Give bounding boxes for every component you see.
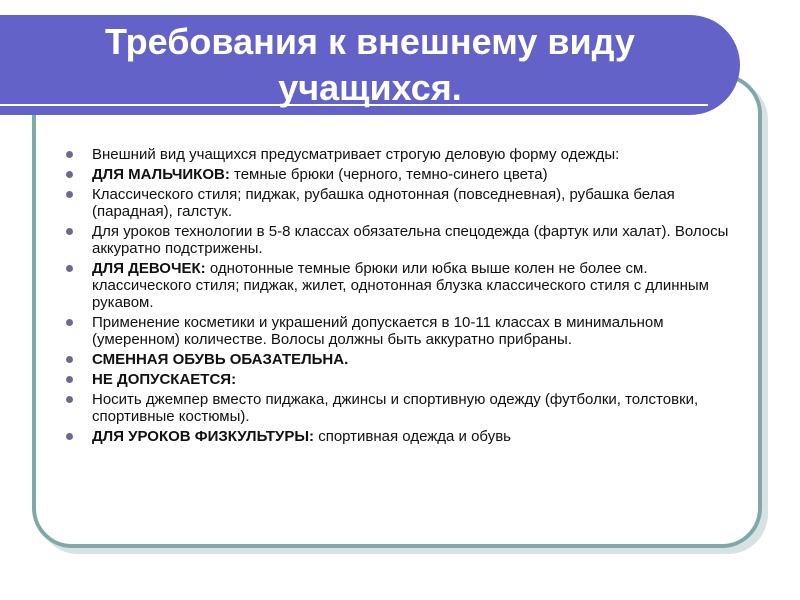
bullet-dot-icon	[66, 356, 73, 363]
bullet-dot-icon	[66, 433, 73, 440]
title-line-2: учащихся.	[278, 67, 462, 108]
bullet-item: Для уроков технологии в 5-8 классах обязательна спецодежда (фартук или халат). Волосы аккуратно подстрижены.	[66, 223, 736, 257]
bullet-dot-icon	[66, 319, 73, 326]
bullet-dot-icon	[66, 191, 73, 198]
bullet-dot-icon	[66, 376, 73, 383]
slide-title	[20, 19, 720, 111]
bullet-dot-icon	[66, 171, 73, 178]
bullet-item: ДЛЯ ДЕВОЧЕК: однотонные темные брюки или юбка выше колен не более см. классического стиля; пиджак, жилет, однотонная блузка классического стиля с длинным рукавом.	[66, 260, 736, 311]
bullet-item: Носить джемпер вместо пиджака, джинсы и спортивную одежду (футболки, толстовки, спортивные костюмы).	[66, 391, 736, 425]
bullet-list	[66, 146, 736, 448]
bullet-item: ДЛЯ УРОКОВ ФИЗКУЛЬТУРЫ: спортивная одежда и обувь	[66, 428, 736, 445]
bullet-item: Классического стиля; пиджак, рубашка однотонная (повседневная), рубашка белая (парадная), галстук.	[66, 186, 736, 220]
bullet-dot-icon	[66, 151, 73, 158]
bullet-dot-icon	[66, 396, 73, 403]
bullet-item: СМЕННАЯ ОБУВЬ ОБАЗАТЕЛЬНА.	[66, 351, 736, 368]
bullet-item: НЕ ДОПУСКАЕТСЯ:	[66, 371, 736, 388]
bullet-dot-icon	[66, 228, 73, 235]
bullet-item: Внешний вид учащихся предусматривает строгую деловую форму одежды:	[66, 146, 736, 163]
bullet-dot-icon	[66, 265, 73, 272]
bullet-item: Применение косметики и украшений допускается в 10-11 классах в минимальном (умеренном) количестве. Волосы должны быть аккуратно прибраны.	[66, 314, 736, 348]
bullet-item: ДЛЯ МАЛЬЧИКОВ: темные брюки (черного, темно-синего цвета)	[66, 166, 736, 183]
title-line-1: Требования к внешнему виду	[105, 21, 635, 62]
